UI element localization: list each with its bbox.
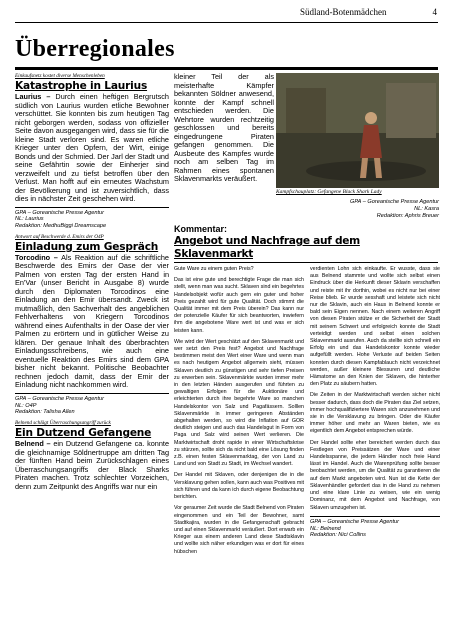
commentary-credit-agency: GPA – Goreanische Presse Agentur xyxy=(310,518,400,525)
photo-credit xyxy=(276,199,439,219)
article1-divider xyxy=(15,207,169,208)
article3-headline: Ein Dutzend Gefangene xyxy=(15,427,152,440)
header-rule xyxy=(15,22,438,23)
commentary-paragraph: Der Handel mit Sklaven, oder denjenigen die in die Versklavung gehen sollen, kann auch was Positives mit sich führen und da kann ich durch eigene Beobachtung berichten. xyxy=(174,472,304,501)
kommentar-headline: Angebot und Nachfrage auf dem Sklavenmarkt xyxy=(174,235,360,260)
article2-body: Torcodino – Als Reaktion auf die schriftliche Beschwerde des Emirs der Oase der vier Palmen von ersten Tag der ersten Hand in En'Var (unser Bericht in Ausgabe 8) wurde durch den Diplomaten Torcodinos eine Einladung an den Emir übersandt. Zweck ist mutmaßlich, den Sachverhalt des angeblichen Fehlverhaltens von Kriegern Torcodinos während eines Aufenthalts in der Oase der vier Palmen zu erörtern und in gütlicher Weise zu klären. Der genaue Inhalt des überbrachten Einladungsschreibens, wie auch eine eventuelle Reaktion des Emirs sind dem GPA bisher nicht bekannt. Politische Beobachter rechnen jedoch damit, dass der Emir der Einladung nicht nachkommen wird. xyxy=(15,252,169,390)
section-rule xyxy=(15,67,438,70)
article3-body: Belnend – ein Dutzend Gefangene ca. konnte die gleichnamige Söldnertruppe am dritten Tag der fünften Hand beim Zurückschlagen eines Überraschungsangriffs der Black Sharks Piraten machen. Trotz schlechter Vorzeichen, denn zum Zeitpunkt des Angriffs war nur ein xyxy=(15,439,169,491)
commentary-paragraph: Gute Ware zu einem guten Preis? xyxy=(174,266,254,272)
article1-headline: Katastrophe in Laurius xyxy=(15,80,148,92)
article1-link[interactable]: Einkaufsnetz kostet diverse Menschenleben xyxy=(15,73,105,79)
article3-continuation: kleiner Teil der als meisterhafte Kämpfer bekannten Söldner anwesend, konnte der Kampf schnell entschieden werden. Die Wehrtore wurden rechtzeitig geschlossen und bereits eingedrungene Piraten gefangen genommen. Die Ausbeute des Kampfes wurde noch am selben Tag im Rahmen eines spontanen Sklavenmarkts veräußert. xyxy=(174,72,274,183)
article2-credit-agency: GPA – Goreanische Presse Agentur xyxy=(15,395,105,402)
commentary-paragraph: Der Handel sollte eher bereichert werden durch das Festlegen von Preissätzen der Ware und einer Handelsspanne, die jedem Händler noch freie Hand lässt im Handel. Auch die Warenprüfung sollte besser beobachtet werden, um die Qualität zu garantieren die auf dem Markt angeboten wird. Nun ist die Kette der Sklavenhändler gefordert das in die Hand zu nehmen und eine klare Linie zu weisen, wie ein wenig Dominanz, mit dem Angebot und Nachfrage, von Sklaven umzugehen ist. xyxy=(310,439,440,511)
article1-credit-nl: NL: Laurius xyxy=(15,216,44,223)
photo-credit-agency: GPA – Goreanische Presse Agentur xyxy=(349,199,439,205)
article1-credit-agency: GPA – Goreanische Presse Agentur xyxy=(15,209,105,216)
article2-credit-nl: NL: O4P xyxy=(15,402,37,409)
photo-caption: Kampfschauplatz: Gefangene Black Shark Lady xyxy=(276,189,382,195)
column-commentary-right xyxy=(310,266,440,539)
commentary-paragraph: Vor geraumer Zeit wurde die Stadt Belnend von Piraten eingenommen und ein Teil der Bewohner, samt Stadtkajira, wurden in die Gefangenschaft gebracht und auf einen Sklavenmarkt veräußert. Dort erwarb ein Krieger aus einem anderen Land diese Stadtsklavin und wollte sich näher erkundigen was er dort für eines hübschen xyxy=(174,505,304,555)
column-commentary-left xyxy=(174,266,304,560)
article-photo xyxy=(276,73,439,188)
article2-credit-editor: Redaktion: Talisha Allen xyxy=(15,409,75,416)
column-left xyxy=(15,73,169,491)
column-center-top xyxy=(174,73,274,184)
kommentar-rule xyxy=(174,262,438,263)
commentary-paragraph: Die Zeiten in der Marktwirtschaft werden sicher nicht besser dadurch, dass doch die Piraten das Ziel setzen, immer hochqualifiziertere Waren sich anzunehmen und sie in die Versklavung zu bringen. Oder die Käufer immer höher und mehr an Waren bieten, wie es eigentlich dem Angebot entsprechen würde. xyxy=(310,392,440,435)
photo-credit-nl: NL: Kasra xyxy=(414,205,439,212)
publication-title: Südland-Botenmädchen xyxy=(300,7,387,17)
article2-link[interactable]: Antwort auf Beschwerde d. Emirs der O4P xyxy=(15,233,104,240)
article2-divider xyxy=(15,393,169,394)
page-number: 4 xyxy=(432,7,437,17)
article1-credit-editor: Redaktion: MedhuBiggi Dreamscape xyxy=(15,223,107,230)
photo-credit-editor: Redaktion: Aphris Breuer xyxy=(376,212,439,219)
commentary-paragraph: Das ist eine gute und berechtigte Frage die man sich stellt, wenn man was sucht. Sklaven sind ein begehrtes Handelsobjekt wofür auch gern ein guter und hoher Preis gezahlt wird für gute Qualität. Doch stimmt die Qualität immer mit dem Preis überein? Das kann nur der potenzielle Käufer für sich beantworten, inwiefern ihm die angebotene Ware wert ist und was er sich leisten kann. xyxy=(174,277,304,334)
article1-body: Laurius – Durch einen heftigen Bergrutsch südlich von Laurius wurden etliche Bewohner verschüttet. Sie konnten bis zum heutigen Tag nicht geborgen werden, sodass von offizieller Seite davon ausgegangen wird, dass sie für die kleine Stadt verloren sind. Es waren etliche Krieger unter den Opfern, der Wirt, einige Bonds und der Schmied. Der Jarl der Stadt und seine Gefährtin sowie der Einherjer sind verzweifelt und zu tiefst betroffen über den Verlust. Man hofft auf ein erneutes Wachstum der Bevölkerung und ist zuversichtlich, dass dies in nächster Zeit geschehen wird. xyxy=(15,92,169,203)
commentary-credit-editor: Redaktion: Nici Collins xyxy=(310,532,366,539)
kommentar-header xyxy=(174,224,439,261)
section-title: Überregionales xyxy=(15,36,175,62)
kommentar-label: Kommentar: xyxy=(174,224,228,234)
commentary-divider xyxy=(310,516,440,517)
commentary-credit-nl: NL: Belnend xyxy=(310,525,341,532)
commentary-paragraph: Wie wird der Wert geschätzt auf den Sklavenmarkt und wer setzt den Preis fest? Angebot und Nachfrage bestimmen meist den Wert einer Ware und wenn man es nach heutigem Angebot allgemein sieht, müssen Sklaven deutlich zu günstigen und sehr tiefen Preisen zu erwerben sein. Sklavenmärkte wurden immer mehr in den letzten Händen ausgerufen und führten zu gewaltigen Erfolgen für die Auktionäre und erleichterten durch ihre begehrte Ware so manchen Handelskontor von Salz und Pagafässern. Solllen Sklavenmärkte in immer geringeren Abständen abgehalten werden, so wird die Inflation auf GOR deutlich steigen und auch das Handelsgut in Form von Paga und Salz wird seinen Wert verlieren. Die Marktwirtschaft droht rapide in einer Wirtschaftskrise zu stürzen, sollte sich da nicht bald eine Lösung finden z.B. einen festen Sklavenmarktag, der von Land zu Land und von Stadt zu Stadt, im Wechsel wandert. xyxy=(174,338,304,468)
article2-headline: Einladung zum Gespräch xyxy=(15,240,159,253)
photo-scene xyxy=(276,73,439,188)
article3-link[interactable]: Belnend schlägt Überraschungsangriff zurück xyxy=(15,420,111,427)
commentary-paragraph: verdienten Lohn sich einkaufte. Er wusste, dass sie aus Belnend stammte und wollte sich selbst einen Eindruck über die Herkunft dieser Sklavin verschaffen und reiste mit ihr dorthin, wobei es nicht nur bei einer Reise blieb. Er wurde sesshaft und leistete sich nicht nur die Sklavin, auch ein Haus in Belnend konnte er bald sein Eigen nennen. Nach einem weiteren Angriff von diesen Piraten stütze er die Sicherheit der Stadt mit seinem Schwert und erfolgreich konnte die Stadt verteidigt werden und selbst einen solchen Sklavenmarkt ausrufen. Auch da stellte sich schnell ein Erfolg ein und das Handelskontor konnte wieder aufgefüllt werden. Hohe Verluste auf beiden Seiten konnten durch diesen Kampfablauch nicht verzeichnet werden, außer kleinere Blessuren und deutliche Hämatome an den Knien der Sklaven, die hinterher den Platz zu säubern hatten. xyxy=(310,266,440,388)
